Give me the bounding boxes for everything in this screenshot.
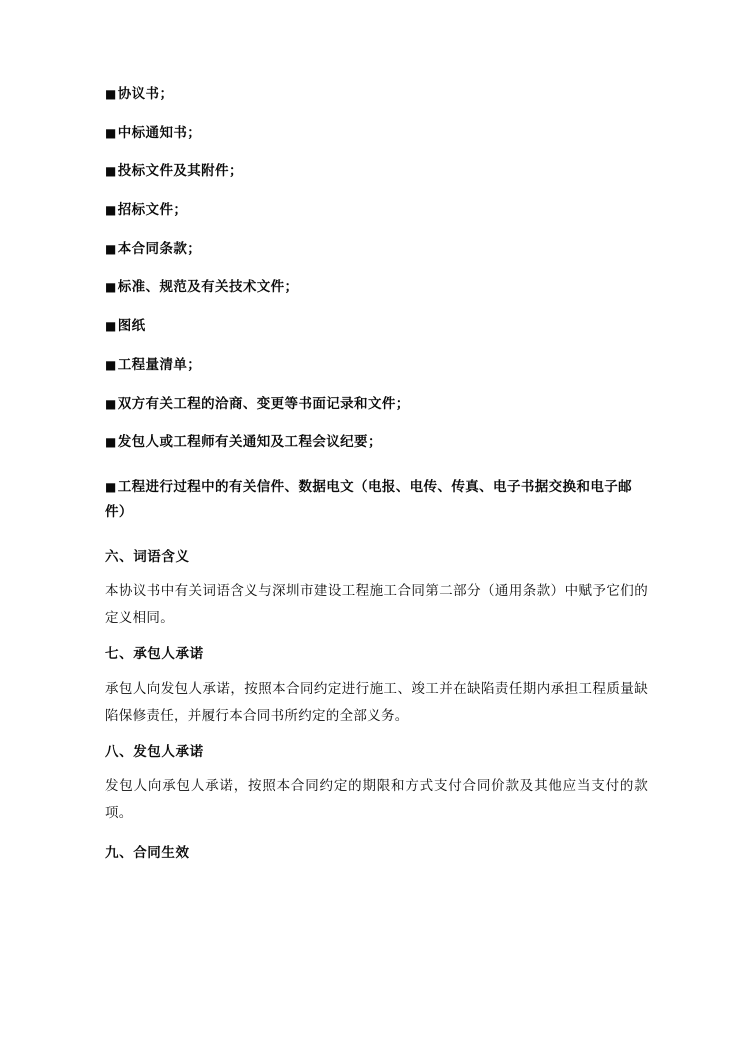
list-item	[105, 165, 648, 179]
list-item-text: 图纸	[117, 318, 146, 335]
square-bullet-icon: ■	[105, 479, 117, 494]
square-bullet-icon: ■	[105, 87, 117, 101]
square-bullet-icon: ■	[105, 280, 117, 295]
list-item	[105, 436, 648, 450]
list-item-text: 招标文件；	[117, 202, 188, 219]
list-item	[105, 475, 648, 525]
section-heading-7: 七、承包人承诺	[105, 646, 204, 663]
document-body	[105, 88, 648, 861]
list-item	[105, 240, 648, 257]
list-item-text: 发包人或工程师有关通知及工程会议纪要；	[117, 434, 382, 451]
section-heading-9: 九、合同生效	[105, 845, 190, 862]
list-item-text: 工程量清单；	[117, 356, 202, 373]
list-item	[105, 204, 648, 218]
list-item	[105, 395, 648, 412]
section-heading-6: 六、词语含义	[105, 548, 190, 565]
list-item	[105, 356, 648, 373]
list-item-text: 投标文件及其附件；	[117, 163, 243, 180]
list-item	[105, 124, 648, 141]
section-heading-8: 八、发包人承诺	[105, 743, 204, 760]
section-paragraph-7: 承包人向发包人承诺，按照本合同约定进行施工、竣工并在缺陷责任期内承担工程质量缺陷保修责任，并履行本合同书所约定的全部义务。	[105, 680, 648, 724]
list-item-text: 标准、规范及有关技术文件；	[117, 279, 299, 296]
list-item	[105, 88, 648, 102]
square-bullet-icon: ■	[105, 357, 117, 372]
list-item	[105, 281, 648, 295]
list-item-text: 协议书；	[117, 86, 174, 102]
list-item-text: 双方有关工程的洽商、变更等书面记录和文件；	[117, 395, 410, 412]
list-item	[105, 320, 648, 334]
square-bullet-icon: ■	[105, 435, 117, 450]
list-item-text: 本合同条款；	[117, 240, 202, 257]
square-bullet-icon: ■	[105, 319, 117, 334]
square-bullet-icon: ■	[105, 164, 117, 179]
square-bullet-icon: ■	[105, 125, 117, 140]
square-bullet-icon: ■	[105, 203, 117, 218]
list-item-text: 中标通知书；	[117, 124, 202, 141]
square-bullet-icon: ■	[105, 396, 117, 411]
square-bullet-icon: ■	[105, 241, 117, 256]
section-paragraph-8: 发包人向承包人承诺，按照本合同约定的期限和方式支付合同价款及其他应当支付的款项。	[105, 778, 648, 822]
list-item-text: 工程进行过程中的有关信件、数据电文（电报、电传、传真、电子书据交换和电子邮件）	[105, 478, 633, 520]
section-paragraph-6: 本协议书中有关词语含义与深圳市建设工程施工合同第二部分（通用条款）中赋予它们的定义相同。	[105, 583, 648, 627]
